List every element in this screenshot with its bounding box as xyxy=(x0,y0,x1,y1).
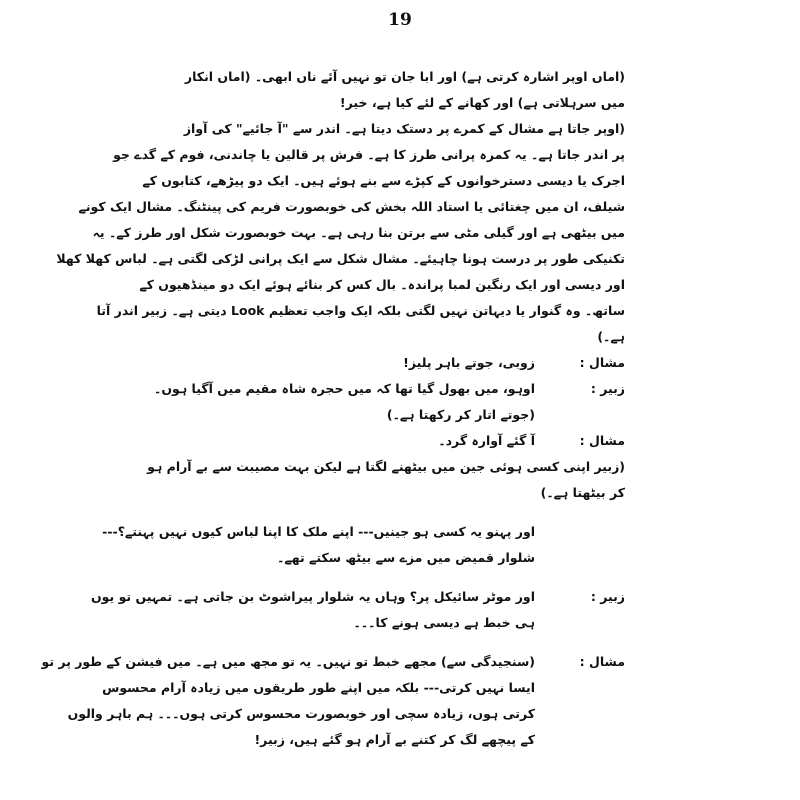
speech-text: کرتی ہوں، زیادہ سچی اور خوبصورت محسوس کرتی ہوں۔۔۔ ہم باہر والوں xyxy=(67,706,535,721)
speaker-name: مشال : xyxy=(579,355,625,370)
stage-direction: (جوتے اتار کر رکھتا ہے۔) xyxy=(386,407,535,422)
dialogue-line xyxy=(190,545,625,571)
dialogue-line xyxy=(190,350,625,376)
speaker-name: مشال : xyxy=(579,433,625,448)
speaker-name: مشال : xyxy=(579,654,625,669)
speech-text: اور موٹر سائیکل پر؟ وہاں یہ شلوار پیراشوٹ بن جاتی ہے۔ تمہیں تو یوں xyxy=(91,589,535,604)
speech-text: اوہو، میں بھول گیا تھا کہ میں حجرہ شاہ مقیم میں آگیا ہوں۔ xyxy=(154,381,535,396)
text-line: ساتھ۔ وہ گنوار یا دیہاتن نہیں لگتی بلکہ ایک واجب تعظیم Look دیتی ہے۔ زبیر اندر آتا xyxy=(96,303,625,318)
intro-paragraph xyxy=(184,64,625,116)
dialogue-line xyxy=(67,701,625,727)
dialogue-line xyxy=(190,610,625,636)
page-number: 19 xyxy=(388,10,412,30)
dialogue-line xyxy=(190,727,625,753)
speech-text: شلوار قمیض میں مزے سے بیٹھ سکتے تھے۔ xyxy=(277,550,535,565)
text-line: میں سرہلاتی ہے) اور کھانے کے لئے کیا ہے، خیر! xyxy=(339,95,625,110)
text-line: اور دیسی اور ایک رنگین لمبا پراندہ۔ بال کس کر بنائے ہوئے ایک دو مینڈھیوں کے xyxy=(139,277,625,292)
text-line: تکنیکی طور پر درست ہونا چاہیئے۔ مشال شکل سے ایک پرانی لڑکی لگتی ہے۔ لباس کھلا کھلا xyxy=(56,251,625,266)
speech-text: ہی خبط ہے دیسی ہونے کا۔۔۔ xyxy=(353,615,535,630)
scene-direction xyxy=(56,116,625,350)
dialogue-line xyxy=(91,584,625,610)
speech-text: (سنجیدگی سے) مجھے خبط تو نہیں۔ یہ تو مجھ میں ہے۔ میں فیشن کے طور پر تو xyxy=(41,654,535,669)
text-line: شیلف، ان میں چغتائی یا استاد اللہ بخش کی خوبصورت فریم کی پینٹنگ۔ مشال ایک کونے xyxy=(78,199,625,214)
speaker-name: زبیر : xyxy=(590,381,625,396)
script-text xyxy=(41,64,625,753)
dialogue-line xyxy=(102,519,625,545)
stage-direction: (زبیر اپنی کسی ہوئی جین میں بیٹھنے لگتا ہے لیکن بہت مصیبت سے بے آرام ہو xyxy=(147,459,625,474)
dialogue-line xyxy=(41,649,625,675)
speech-text: کے پیچھے لگ کر کتنے بے آرام ہو گئے ہیں، زبیر! xyxy=(254,732,535,747)
dialogue-line xyxy=(102,675,625,701)
text-line: میں بیٹھی ہے اور گیلی مٹی سے برتن بنا رہی ہے۔ بہت خوبصورت شکل اور طرز کے۔ یہ xyxy=(92,225,625,240)
stage-direction: کر بیٹھتا ہے۔) xyxy=(540,485,625,500)
speech-text: ایسا نہیں کرتی--- بلکہ میں اپنے طور طریقوں میں زیادہ آرام محسوس xyxy=(102,680,535,695)
dialogue-section xyxy=(41,350,625,753)
speech-text: آ گئے آوارہ گرد۔ xyxy=(438,433,535,448)
dialogue-line xyxy=(190,428,625,454)
text-line: (اماں اوپر اشارہ کرتی ہے) اور ابا جان تو نہیں آئے ناں ابھی۔ (اماں انکار xyxy=(184,69,625,84)
speaker-name: زبیر : xyxy=(590,589,625,604)
text-line: ہے۔) xyxy=(597,329,625,344)
text-line: اجرک یا دیسی دسترخوانوں کے کپڑے سے بنے ہوئے ہیں۔ ایک دو پیڑھے، کتابوں کے xyxy=(142,173,625,188)
speech-text: زوبی، جوتے باہر پلیز! xyxy=(403,355,535,370)
dialogue-line xyxy=(190,402,625,428)
text-line: پر اندر جاتا ہے۔ یہ کمرہ پرانی طرز کا ہے۔ فرش پر قالین یا چاندنی، فوم کے گدے جو xyxy=(113,147,625,162)
text-line: (اوپر جاتا ہے مشال کے کمرے پر دستک دیتا ہے۔ اندر سے "آ جائیے" کی آواز xyxy=(183,121,625,136)
dialogue-line xyxy=(154,376,625,402)
speech-text: اور پہنو یہ کسی ہو جینیں--- اپنے ملک کا اپنا لباس کیوں نہیں پہنتے؟--- xyxy=(102,524,535,539)
